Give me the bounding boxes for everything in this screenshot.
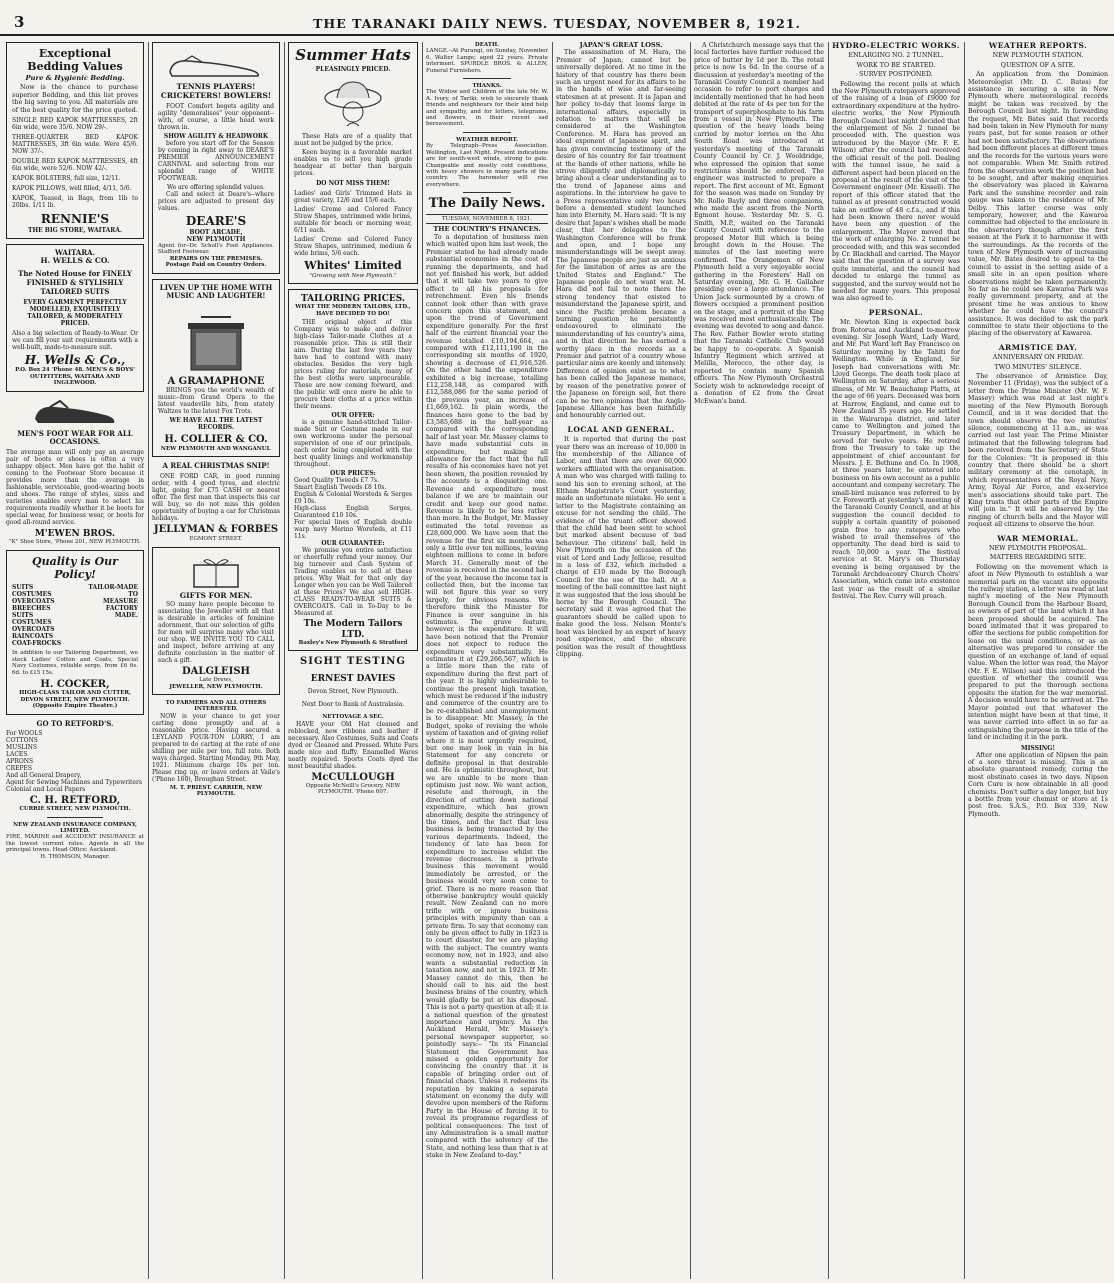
gift-box-icon — [186, 555, 246, 589]
column-5 — [556, 42, 686, 1279]
column-7 — [832, 42, 960, 1279]
ad-sight — [288, 656, 418, 708]
mewen-body: The average man will only pay an average pair of boots or shoes is often a very unhappy object. Men have got the habit of coming to the Footwear Store because it provides more than the average in fashionable, serviceable, good-wearing boots and shoes. The range of styles, sizes and varieties enables every man to select his requirements readily whether it be boots for special wear, for business wear, or boots for good all-round service. — [6, 448, 144, 526]
death-body: LANGE.--At Purangi, on Sunday, November 6, Walter Lange; aged 22 years. Private interment. SPURDLE BROS. & ALLEN, Funeral Furnishers. — [426, 48, 548, 74]
deare-sub: SHOW AGILITY & HEADWORK — [163, 133, 269, 141]
missing-body: After one application of Nipsen the pain of a sore throat is missing. This is an absolute guaranteed remedy, curing the most obstinate cases in two days. Nipsen Corn Cure is now obtainable in all good chemists. Don't suffer a day longer, but buy a bottle from your chemist or store at 1s post free. S.A.S., P.O. Box 339, New Plymouth. — [968, 751, 1108, 818]
weather-head: WEATHER REPORT. — [456, 136, 518, 143]
ad-jellyman — [152, 462, 280, 542]
local-continued: A Christchurch message says that the local factories have further reduced the price of butter by 1d per lb. The retail price is now 1s 6d. In the course of a discussion at yesterday's meeting of the Taranaki County Council a member had occasion to refer to port charges and incidentally mentioned that he had been debited at the rate of 4s per ton for the transport of superphosphate to his farm from a vessel in New Plymouth. The question of the heavy loads being carried by motor lorries on the Ahu South Road was introduced at yesterday's meeting of the Taranaki County Council by Cr. J. Wooldridge, who expressed the opinion that some restrictions should be enforced. The engineer was instructed to prepare a report. The first account of Mt. Egmont for the season was made on Sunday by Mr. Rollo Bayly and three companions, who made the ascent from the North Egmont house. Yesterday Mr. S. G. Smith, M.P., waited on the Taranaki County Council with reference to the proposed Motor Bill which is being brought down in the House. The minutes of the last meeting were confirmed. The Orangemen of New Plymouth held a very enjoyable social gathering in the Foresters' Hall on Saturday evening, Mr. G. H. Gallaher presiding over a large attendance. The Union Jack surmounted by a crown of flowers occupied a prominent position on the stage, and a portrait of the King was received most enthusiastically. The evening was devoted to song and dance. The Rev. Father Bowler wrote stating that the Taranaki Catholic Club would be happy to co-operate. A Spanish Infantry Regiment which arrived at Melilla, Morocco, the other day, is reported to contain many Spanish officers. The New Plymouth Orchestral Society wish to acknowledge receipt of a donation of £2 from the Great McEwan's band. — [694, 42, 824, 405]
japan-body: The assassination of M. Hara, the Premier of Japan, cannot but be universally deplored. At no time in the history of that country has there been such an urgent need for its affairs to be in the hands of wise and far-seeing statesmen at at present. It is Japan and her policy to-day that looms large in international affairs, especially in relation to matters that will be considered at the Washington Conference. M. Hara has proved an ideal exponent of Japanese spirit, and has given convincing testimony of the desire of his country for fair treatment at the hands of other nations, while he strove diligently and diplomatically to bring about a clear understanding as to the trend of Japanese aims and aspirations. In the interview he gave to a Press representative only two hours before a demented student launched him into Eternity, M. Hara said: "It is my desire that Japan's wishes shall be made clear, that her delegates to the Washington Conference will be frank and open, and I hope any misunderstandings will be swept away. The Japanese people are just as anxious for the limitation of arms as are the United States and England." The Japanese people do not want war. M. Hara did not fail to note there the strong tendency that existed to misunderstand the Japanese spirit, and since the Pacific problem became a burning question he persistently endeavoured to eliminate the misunderstanding of his country's aims, and in that direction he has earned a worthy place in the records as a Premier and patriot of a country whose particular aims are keenly and intensely. Difference of opinion exist as to what has been called the Japanese menace, by reason of the penetrative power of the Japanese on foreign soil, but there can be no two opinions that the Anglo-Japanese Alliance has been faithfully and honourably carried out. — [556, 49, 686, 420]
deare-town: NEW PLYMOUTH — [186, 236, 246, 244]
lorry-body: NOW is your chance to get your carting done promptly and at a reasonable price. Having secured a LEYLAND FOUR-TON LORRY, I am prepared to do carting at the rate of one shilling per mile per ton, full rate. Both ways charged. Starting Monday, 9th May, 1921. Minimum charge 10s per ton. Please ring up, or leave orders at Vaile's ('Phone 160), Broughan Street. — [152, 712, 280, 783]
column-2 — [152, 42, 280, 1279]
cocker-type: TAILOR-MADE — [88, 584, 138, 592]
tailor-guarantee: OUR GUARANTEE: — [321, 540, 385, 548]
wells-note: Also a big selection of Ready-to-Wear. Or we can fill your suit requirements with a well-built, made-to-measure suit. — [12, 329, 138, 351]
ad-bedding — [6, 42, 144, 239]
editorial-masthead: The Daily News. — [428, 196, 546, 212]
lorry-sign: M. T. PRIEST. CARRIER, NEW PLYMOUTH. — [169, 784, 263, 798]
ad-bedding-item: KAPOK PILLOWS, well filled, 4/11, 5/6. — [12, 185, 132, 193]
nzins-sign: H. THOMSON, Manager. — [40, 853, 110, 860]
deare-body3: We are offering splendid values. — [167, 184, 265, 192]
armistice-head: ARMISTICE DAY. — [998, 342, 1078, 352]
nzins-body: FIRE, MARINE and ACCIDENT INSURANCE at the lowest current rates. Agents in all the principal towns. Head Office: Auckland. — [6, 834, 144, 854]
war-memorial-sub1: NEW PLYMOUTH PROPOSAL. — [989, 545, 1087, 552]
gifts-body: SO many have people become to associating the Jeweller with all that is desirable in articles of feminine adornment, that our selection of gifts for men will surprise many who visit our shop. WE INVITE YOU TO CALL and inspect, before arriving at any definite conclusion in the matter of such a gift. — [158, 600, 274, 664]
whites-sub: "Growing with New Plymouth." — [309, 272, 397, 279]
gram-records: WE HAVE ALL THE LATEST RECORDS. — [169, 417, 263, 432]
thanks-body: The Widow and Children of the late Mr. W. A. Ivory, of Tariki, wish to sincerely thank friends and neighbours for their kind help and sympathy, and for letters, telegrams, and flowers, in their recent sad bereavement. — [426, 89, 548, 128]
deare-note: REPAIRS ON THE PREMISES. Postage Paid on Country Orders. — [165, 255, 267, 269]
wr-sub2: QUESTION OF A SITE. — [1000, 61, 1076, 69]
gram-head: LIVEN UP THE HOME WITH MUSIC AND LAUGHTER! — [159, 282, 273, 300]
personal-head: PERSONAL. — [868, 307, 924, 317]
tailor-address: Baxley's New Plymouth & Stratford — [298, 639, 408, 646]
deare-agent: Agent for--Dr. Scholl's Foot Appliances. Stafford Footwear. — [158, 243, 274, 256]
nett-name: McCULLOUGH — [311, 771, 395, 783]
ad-dalgleish — [152, 547, 280, 695]
gramophone-icon — [176, 303, 256, 373]
hydro-sub3: SURVEY POSTPONED. — [859, 71, 933, 79]
retford-item: COTTONS — [6, 736, 38, 744]
tailor-offer-body: is a genuine hand-stitched Tailor-made Suit or Costume made in our own workrooms under the personal supervision of one of our principals, each order being completed with the best quality linings and workmanship throughout. — [294, 419, 412, 469]
retford-item: APRONS — [6, 757, 34, 765]
editorial-date: TUESDAY, NOVEMBER 8, 1921. — [426, 214, 548, 224]
cocker-item: COSTUMES — [12, 619, 52, 627]
ad-whites — [288, 42, 418, 284]
hats-item: Ladies' Creme and Colored Fancy Straw Shapes, untrimmed, medium & wide brims, 5/6 each. — [294, 236, 412, 257]
sight-name: ERNEST DAVIES — [310, 673, 396, 684]
retford-item: For WOOLS — [6, 729, 43, 737]
rennie-sub: THE BIG STORE, WAITARA. — [28, 226, 122, 234]
ad-modern-tailors — [288, 289, 418, 651]
mewen-address: "K" Shoe Store, 'Phone 201, NEW PLYMOUTH. — [9, 538, 141, 545]
cocker-item: COSTUMES — [12, 591, 52, 599]
war-memorial-sub2: MATTERS REGARDING SITE. — [989, 554, 1087, 562]
armistice-sub2: TWO MINUTES' SILENCE. — [994, 363, 1082, 371]
wells-address: P.O. Box 24 'Phone 48. MEN'S & BOYS' OUTFITTERS, WAITARA AND INGLEWOOD. — [15, 367, 135, 387]
collier-name: H. COLLIER & CO. — [164, 434, 268, 446]
ad-deare — [152, 42, 280, 274]
wr-sub1: NEW PLYMOUTH STATION. — [992, 52, 1084, 60]
column-1 — [6, 42, 144, 1279]
deare-body4: Call and select at Deare's--where prices are adjusted to present day values. — [158, 191, 274, 213]
tailor-body: THE original object of this Company was to make and deliver high-class Tailor-made Clothes at a reasonable price. This is still their aim. During the last few years they have had to contend with many obstacles. Besides the very high prices ruling for materials, many of the best cloths were unprocurable. These are now coming forward, and the public will once more be able to procure their cloths at a price within their means. — [294, 319, 412, 411]
ad-bedding-item: THREE-QUARTER BED KAPOK MATTRESSES, 3ft 6in wide. Were 45/6. NOW 37/-. — [12, 134, 138, 156]
armistice-body: The observance of Armistice Day, November 11 (Friday), was the subject of a letter from the Prime Minister (Mr. W. F. Massey) which was read at last night's meeting of the New Plymouth Borough Council, and in it was decided that the town should observe the two minutes' silence, commencing at 11 a.m., as was carried out last year. The Prime Minister intimated that the following telegram had been received from the Secretary of State for the Colonies: "It is proposed in this country that there should be a short military ceremony at the cenotaph, in which representatives of the Royal Navy, Army, Royal Air Force, and ex-service men's associations should take part. The King trusts that other parts of the Empire will join in." It will be observed by the ringing of church bells and the Mayor will request all citizens to observe the hour. — [968, 373, 1108, 529]
hats-body2: Keen buying in a favorable market enables us to sell you high grade headgear at better than bargain prices. — [294, 149, 412, 177]
tailor-sub: WHAT THE MODERN TAILORS, LTD., HAVE DECIDED TO DO! — [295, 304, 411, 317]
masthead-title: THE TARANAKI DAILY NEWS. TUESDAY, NOVEMBER 8, 1921. — [313, 16, 801, 31]
tailor-price: English & Colonial Worsteds & Serges £9 10s. — [294, 491, 412, 506]
page-number: 3 — [14, 13, 25, 31]
nett-address: Opposite McNeill's Grocery, NEW PLYMOUTH. 'Phone 607. — [305, 783, 401, 796]
sight-head: SIGHT TESTING — [300, 656, 406, 668]
wells-head: WAITARA. — [54, 247, 96, 257]
cocker-title: Quality is Our Policy! — [32, 555, 118, 582]
weather-body: By Telegraph--Press Association. Wellington, Last Night. Present indications are for south-west winds, strong to gale. Changeable and mostly cold conditions, with heavy showers in many parts of the country. The barometer will rise everywhere. — [426, 143, 548, 188]
hats-miss: DO NOT MISS THEM! — [316, 180, 390, 187]
deare-sub2: BOOT ARCADE, — [189, 229, 243, 237]
tailor-name: The Modern Tailors LTD. — [303, 619, 403, 640]
deare-name: DEARE'S — [185, 214, 247, 229]
ad-mewen — [6, 397, 144, 546]
thanks-head: THANKS. — [472, 83, 502, 90]
tailor-prices: OUR PRICES: — [330, 470, 376, 478]
wr-body: An application from the Dominion Meteorologist (Mr. D. C. Bates) for assistance in securing a site in New Plymouth where meteorological records might be taken was received by the Borough Council last night. In forwarding the request, Mr. Bates said that records had been taken in New Plymouth for many years past, but for some reason or other had not been satisfactory. The observations had been different places at different times and the records for the various years were not comparable. When Mr. Smith retired from the observation work the position had to be sought, and after making enquiries the observatory was placed in Kawaroa Park and the sunshine recorder and rain gauge was taken to the residence of Mr. Delby. This latter course was only temporary, however, and the Kawaroa committee had objected to the enclosure in the observatory though after the first season at the Park it to harmonise it with the surroundings. As the records of the town of New Plymouth were of increasing value, Mr. Bates desired to appeal to the council to assist in the setting aside of a small site in an open position where observations might be taken permanently. So far as he could see Kawaroa Park was really government property, and at the present time he was anxious to know whether he could have the council's assistance. It was decided to ask the park committee to state their objections to the placing of the observatory at Kawaroa. — [968, 71, 1108, 338]
gram-name: A GRAMAPHONE — [167, 375, 265, 387]
deare-body2: before you start off for the Season by coming in right away to DEARE'S PREMIER ANNOUNCEMENT CARNIVAL and selecting from our splendid range of WHITE FOOTWEAR. — [158, 140, 274, 183]
column-4 — [426, 42, 548, 1279]
whites-name: Whites' Limited — [304, 259, 402, 272]
shoe-icon — [30, 397, 120, 427]
shoe-icon — [166, 50, 266, 80]
cocker-item: BREECHES — [12, 605, 51, 613]
retford-name: C. H. RETFORD, — [29, 794, 121, 806]
ad-bedding-item: DOUBLE BED KAPOK MATTRESSES, 4ft 6in wide, were 52/6. NOW 42/-. — [12, 158, 138, 173]
gram-body: BRINGS you the world's wealth of music--from Grand Opera to the latest vaudeville hits, from stately Waltzes to the latest Fox Trots. — [158, 387, 274, 416]
cocker-item: OVERCOATS — [12, 598, 55, 606]
retford-item: LACES — [6, 750, 28, 758]
local-body: It is reported that during the past year there was an increase of 10,000 in the membership of the Alliance of Labor, and that there are over 60,000 workers affiliated with the organisation. A man who was charged with failing to send his son to evening school, at the Eltham Magistrate's Court yesterday, made an unfortunate mistake. He sent a letter to the Magistrate containing an excuse for not sending the child. The evidence of the truant officer showed that the child had been sent to school but marked absent because of bad behaviour. The citizens' ball, held in New Plymouth on the occasion of the visit of Lord and Lady Jellicoe, resulted in a loss of £32, which included a charge of £10 made by the Borough Council for the use of the hall. At a meeting of the ball committee last night it was suggested that the loss should be borne by the Borough Council. The secretary said it was agreed that the guarantors should be called upon to make good the loss. Nelson Monte's boat was blocked by an expert of heavy road experience, and the obscure position was the result of thoughtless clipping. — [556, 436, 686, 658]
tailor-guarantee-body: We promise you entire satisfaction or cheerfully refund your money. Our big turnover and Cash System of Trading enables us to sell at these prices. Why Wait for that only day Longer when you can be Well Tailored at these Prices? We also sell HIGH-CLASS READY-TO-WEAR SUITS & OVERCOATS. Call in To-Day to be Measured at — [294, 547, 412, 618]
retford-head: GO TO RETFORD'S. — [36, 718, 114, 728]
nzins-head: NEW ZEALAND INSURANCE COMPANY, LIMITED. — [13, 821, 137, 835]
retford-item: MUSLINS — [6, 743, 38, 751]
retford-item: Colonial and Local Papers — [6, 785, 86, 793]
hats-sub: PLEASINGLY PRICED. — [315, 66, 391, 73]
cocker-type: MEASURE — [103, 598, 138, 606]
mewen-head: MEN'S FOOT WEAR FOR ALL OCCASIONS. — [17, 428, 133, 446]
masthead — [0, 0, 1114, 36]
hats-body: These Hats are of a quality that must not be judged by the price. — [294, 133, 412, 147]
ad-retford — [6, 720, 144, 860]
cocker-item: RAINCOATS — [12, 633, 54, 641]
finances-head: THE COUNTRY'S FINANCES. — [433, 225, 541, 234]
sight-address: Devon Street, New Plymouth. — [307, 688, 399, 696]
wells-list: EVERY GARMENT PERFECTLY MODELLED, EXQUISITELY TAILORED, & MODERATELY PRICED. — [23, 298, 127, 327]
death-head: DEATH. — [474, 42, 500, 48]
cocker-item: SUITS — [12, 612, 34, 620]
war-memorial-head: WAR MEMORIAL. — [997, 533, 1079, 543]
cocker-type: FACTORY — [105, 605, 138, 613]
column-3 — [288, 42, 418, 1279]
ad-bedding-item: KAPOK BOLSTERS, full size, 12/11. — [12, 175, 121, 183]
tailor-price: For special lines of English double warp navy Merino Worsteds, at £11 11s. — [294, 519, 412, 541]
ad-collier — [152, 279, 280, 458]
personal-body: Mr. Newton King is expected back from Rotorua and Auckland to-morrow evening. Sir Joseph Ward, Lady Ward, and Mr. Pat Ward left Bay Francisco on Saturday morning by the Tahiti for Wellington. While in England, Sir Joseph had conversations with Mr. Lloyd George. The death took place at Wellington on Saturday, after a serious illness, of Mr. W. Beauchamp Platts, at the age of 66 years. Deceased was born at Harrow, England, and came out to New Zealand 35 years ago. He settled in the Wairarapa district, and later came to Wellington and joined the Treasury Department, in which he served for twelve years. He retired from the Treasury to take up the appointment of chief accountant for Messrs. J. E. Bethune and Co. In 1908, at three years later, he entered into business on his own account as a public accountant and company secretary. The small-bird nuisance was referred to by Cr. Foreworth at yesterday's meeting of the Taranaki County Council, and at his suggestion the council decided to supply a certain quantity of poisoned grain free to any ratepayers who wished to avail themselves of the opportunity. The dead bird is said to reach 50,000 a year. The festival service at St. Mary's on Thursday evening is being organised by the Taranaki Archdeaconry Church Choirs' Association, which came into existence last year as the result of a similar festival. The Rev. Curry will preach. — [832, 319, 960, 601]
snip-head: A REAL CHRISTMAS SNIP! — [162, 461, 270, 471]
nett-head: NETTOVAGE A SEC. — [322, 714, 384, 721]
hat-icon — [323, 76, 383, 130]
mewen-name: M'EWEN BROS. — [34, 528, 116, 539]
retford-item: And all General Drapery, — [6, 771, 82, 779]
sight-next: Next Door to Bank of Australasia. — [301, 701, 405, 709]
wells-sign: H. Wells & Co., — [24, 352, 126, 367]
japan-head: JAPAN'S GREAT LOSS. — [579, 42, 663, 49]
retford-item: Agent for Sewing Machines and Typewriters — [6, 778, 142, 786]
local-head: LOCAL AND GENERAL. — [567, 424, 675, 434]
hydro-sub1: ENLARGING NO. 2 TUNNEL. — [848, 52, 944, 60]
armistice-sub1: ANNIVERSARY ON FRIDAY. — [992, 354, 1084, 362]
tailor-price: Good Quality Tweeds £7 7s. — [294, 477, 379, 485]
tailor-price: High-class English Serges, Guaranteed £10 10s. — [294, 505, 412, 520]
jellyman-address: EGMONT STREET. — [189, 535, 243, 542]
cocker-type: TO — [128, 591, 138, 599]
ad-bedding-subtitle: Pure & Hygienic Bedding. — [25, 74, 125, 82]
hats-title: Summer Hats — [295, 46, 411, 64]
ad-lorry — [152, 700, 280, 798]
war-memorial-body: Following on the movement which is afoot in New Plymouth to establish a war memorial park on the vacant site opposite the railway station, a letter was read at last night's meeting of the New Plymouth Borough Council from the Harbour Board, as owners of part of the land which it has been proposed should be acquired. The board intimated that it was prepared to offer the sections for public competition for lease on the usual conditions, or as an alternative was prepared to consider the question of an exchange of land of equal value. When the letter was read, the Mayor (Mr. F. E. Wilson) said this introduced the question of whether the council was prepared to put the thorough sections opposite the station for the war memorial. A decision would have to be arrived at. The Mayor pointed out that whatever the intention might have been at that time, it was never carried into effect in so far as extinguishing the purpose in the title of the land or including it in the park. — [968, 563, 1108, 742]
hydro-sub2: WORK TO BE STARTED. — [856, 61, 936, 69]
missing-head: MISSING! — [1020, 744, 1056, 752]
deare-body: FOOT Comfort begets agility and agility "demoralises" your opponent--with, of course, a little head work thrown in. — [158, 103, 274, 132]
cocker-item: SUITS — [12, 584, 34, 592]
wr-head: WEATHER REPORTS. — [988, 42, 1088, 50]
cocker-note: In addition to our Tailoring Department, we stock Ladies' Cotton and Coats, Special Navy Costumes, reliable serge, from £6 6s. 6d. to £15 15s. — [12, 650, 138, 676]
lorry-head: TO FARMERS AND ALL OTHERS INTERESTED. — [165, 700, 267, 713]
column-8 — [968, 42, 1108, 1279]
wells-body: The Noted House for FINELY FINISHED & STYLISHLY TAILORED SUITS — [18, 268, 132, 296]
wells-name: H. WELLS & CO. — [40, 255, 110, 265]
ad-bedding-item: SINGLE BED KAPOK MATTRESSES, 2ft 6in wide, were 35/6. NOW 29/-. — [12, 117, 138, 132]
jellyman-name: JELLYMAN & FORBES — [153, 524, 279, 536]
tailor-price: Smart English Tweeds £8 10s. — [294, 484, 387, 492]
ad-bedding-title: Exceptional Bedding Values — [27, 47, 123, 73]
hats-item: Ladies' Creme and Colored Fancy Straw Shapes, untrimmed wide brims, suitable for beach or morning wear, 6/11 each. — [294, 206, 412, 234]
tailor-head: TAILORING PRICES. — [300, 294, 406, 305]
finances-body: To a deputation of business men which waited upon him last week, the Premier stated he had already made substantial economies in the cost of running the departments, and had not yet finished his work, but added that it will take two years to give effect to all his proposals for retrenchment. Even his friends cannot look other than with grave concern upon this statement, and upon the trend of Government expenditure generally. For the first half of the current financial year the revenue totalled £10,194,664, as compared with £12,111,190 in the corresponding six months of 1920, showing a decrease of £1,916,526. On the other hand the expenditure exhibited a big increase, totalling £12,258,148, as compared with £12,588,086 for the same period of the previous year, an increase of £1,669,162. In plain words, the finances have gone to the bad by £3,585,688 in the half-year as compared with the corresponding half of last year. Mr. Massey claims to have made substantial cuts in expenditure, but making all allowance for the fact that the full results of his economies have not yet been shown, the position revealed by the accounts is a disquieting one. Revenue and expenditure must balance if we are to maintain our credit and keep our good name. Revenue is likely to be less rather than more. In the Budget, Mr. Massey estimated the total revenue as £28,600,000. We have seen that the revenue for the first six months was only a little over ten millions, leaving eighteen millions to come in before March 31. Generally most of the revenue is received in the second half of the year, because the income tax is collected then, but the income tax will not figure this year so very largely, for obvious reasons. We therefore think the Minister for Finance is over sanguine in his estimates. The grave feature, however, is the expenditure. It will have been noticed that the Premier does not expect to reduce the expenditure very substantially. He estimates it at £29,266,567, which is a little more than the rate of expenditure during the first part of the year. It is highly undesirable to continue the present high taxation, which must be reduced if the industry and commerce of the country are to be re-established and unemployment is to disappear. Mr. Massey, in the Budget, spoke of revising the whole system of taxation and of giving relief where it is most urgently required, but one may look in vain in his Statement for any concrete or definite proposal in that desirable end. He is optimistic throughout, but we are unable to be more than optimism just now. We want action, resolute and thorough, in the direction of cutting down national expenditure, which has grown abnormally, despite the stringency of the times, and the fact that less business is being transacted by the various departments. Indeed, the tendency of late has been for expenditure to increase whilst the revenue decreases. In a private business this movement would immediately be arrested, or the business would very soon come to grief. There is no more reason that otherwise bankruptcy would quickly result. New Zealand can no more trifle with or ignore business principles with impunity than can a private firm. To say that economy can only be given effect to fully in 1923 is to court disaster, for we are playing with the subject. The country wants economy now, not in 1923, and also wants a substantial reduction in taxation now, and not in 1923. If Mr. Massey cannot do this, then he should call to his aid the best business brains of the country, which would gladly be put at his disposal. This is not a party question at all; it is a national question of the greatest importance and urgency. As the Auckland Herald, Mr. Massey's personal newspaper supporter, so pointedly says:-- "In its Financial Statement the Government has missed a golden opportunity for convincing the country that it is capable of bringing order out of financial chaos. Unless it redeems its reputation by making a separate statement on economy the duty will devolve upon members of the Reform Party in the House of forcing it to reveal its programme regardless of political consequences. The test of any Administration is a small matter compared with the solvency of the State, and nothing less than that is at stake in New Zealand to-day." — [426, 233, 548, 1160]
rennie-name: RENNIE'S — [40, 212, 110, 227]
ad-mccullough — [288, 714, 418, 796]
snip-body: ONE FORD CAR, in good running order, with 4 good tyres, and electric light, going for £75 CASH or nearest offer. The first man that inspects this car will buy, so do not miss this golden opportunity of buying a car for Christmas holidays. — [152, 473, 280, 523]
cocker-address: HIGH-CLASS TAILOR AND CUTTER, DEVON STREET, NEW PLYMOUTH. (Opposite Empire Theatre.) — [19, 690, 131, 710]
nett-body: HAVE your Old Hat cleaned and reblocked, new ribbons and leather if necessary. Also Costumes, Suits and Coats dyed or Cleaned and Pressed. White Furs made nice and fluffy. Enamelled Wares neatly repaired. Sports Coats dyed the most beautiful shades. — [288, 720, 418, 770]
cocker-item: COAT-FROCKS — [12, 640, 62, 648]
column-6 — [694, 42, 824, 1279]
deare-sport-title: TENNIS PLAYERS! CRICKETERS! BOWLERS! — [160, 82, 272, 100]
retford-address: CURRIE STREET, NEW PLYMOUTH. — [19, 806, 131, 813]
hydro-body: Following the recent polls at which the New Plymouth ratepayers approved of the raising of a loan of £9000 for extraordinary expenditure at the hydro-electric works, the New Plymouth Borough Council last night decided that the enlargement of No. 2 tunnel be proceeded with. The question was introduced by the Mayor (Mr. F. E. Wilson) after the council had received the official result of the poll. Dealing with the tunnel issue, he said a different aspect had been placed on the proposal at the result of the visit of the Government engineer (Mr. Kissell). The report of this officer stated that the tunnel as at present constructed would take an outflow of 48 c.f.s., and if this had been known there never would have been any question of the enlargement. The Mayor moved that the work of enlarging No. 2 tunnel be proceeded with, and this was seconded by Cr. Blackhall and carried. The Mayor said that the question of a survey was quite immaterial, and the council had decided to enlarge the tunnel as suggested, and the survey would not be needed for many years. This proposal was also agreed to. — [832, 80, 960, 303]
tailor-offer: OUR OFFER: — [331, 412, 375, 420]
cocker-item: OVERCOATS — [12, 626, 55, 634]
ad-bedding-body: Now is the chance to purchase superior Bedding, and this list proves the big saving to you. All materials are of the best quality for the price quoted. — [12, 84, 138, 114]
collier-address: NEW PLYMOUTH AND WANGANUI. — [160, 445, 272, 452]
ad-wells — [6, 244, 144, 392]
cocker-type: MADE. — [114, 612, 138, 620]
cocker-name: H. COCKER, — [40, 678, 110, 690]
ad-bedding-item: KAPOK, Teased, in Bags, from 1lb to 20lbs. 1/11 lb. — [12, 195, 138, 210]
gifts-head: GIFTS FOR MEN. — [179, 591, 253, 601]
dalgleish-sub: Late Drews, — [199, 677, 233, 684]
retford-item: CREPES — [6, 764, 33, 772]
hats-item: Ladies' and Girls' Trimmed Hats in great variety, 12/6 and 15/6 each. — [294, 190, 412, 204]
dalgleish-address: JEWELLER, NEW PLYMOUTH. — [169, 683, 263, 690]
dalgleish-name: DALGLEISH — [181, 665, 250, 677]
hydro-head: HYDRO-ELECTRIC WORKS. — [832, 42, 960, 50]
ad-cocker — [6, 550, 144, 714]
